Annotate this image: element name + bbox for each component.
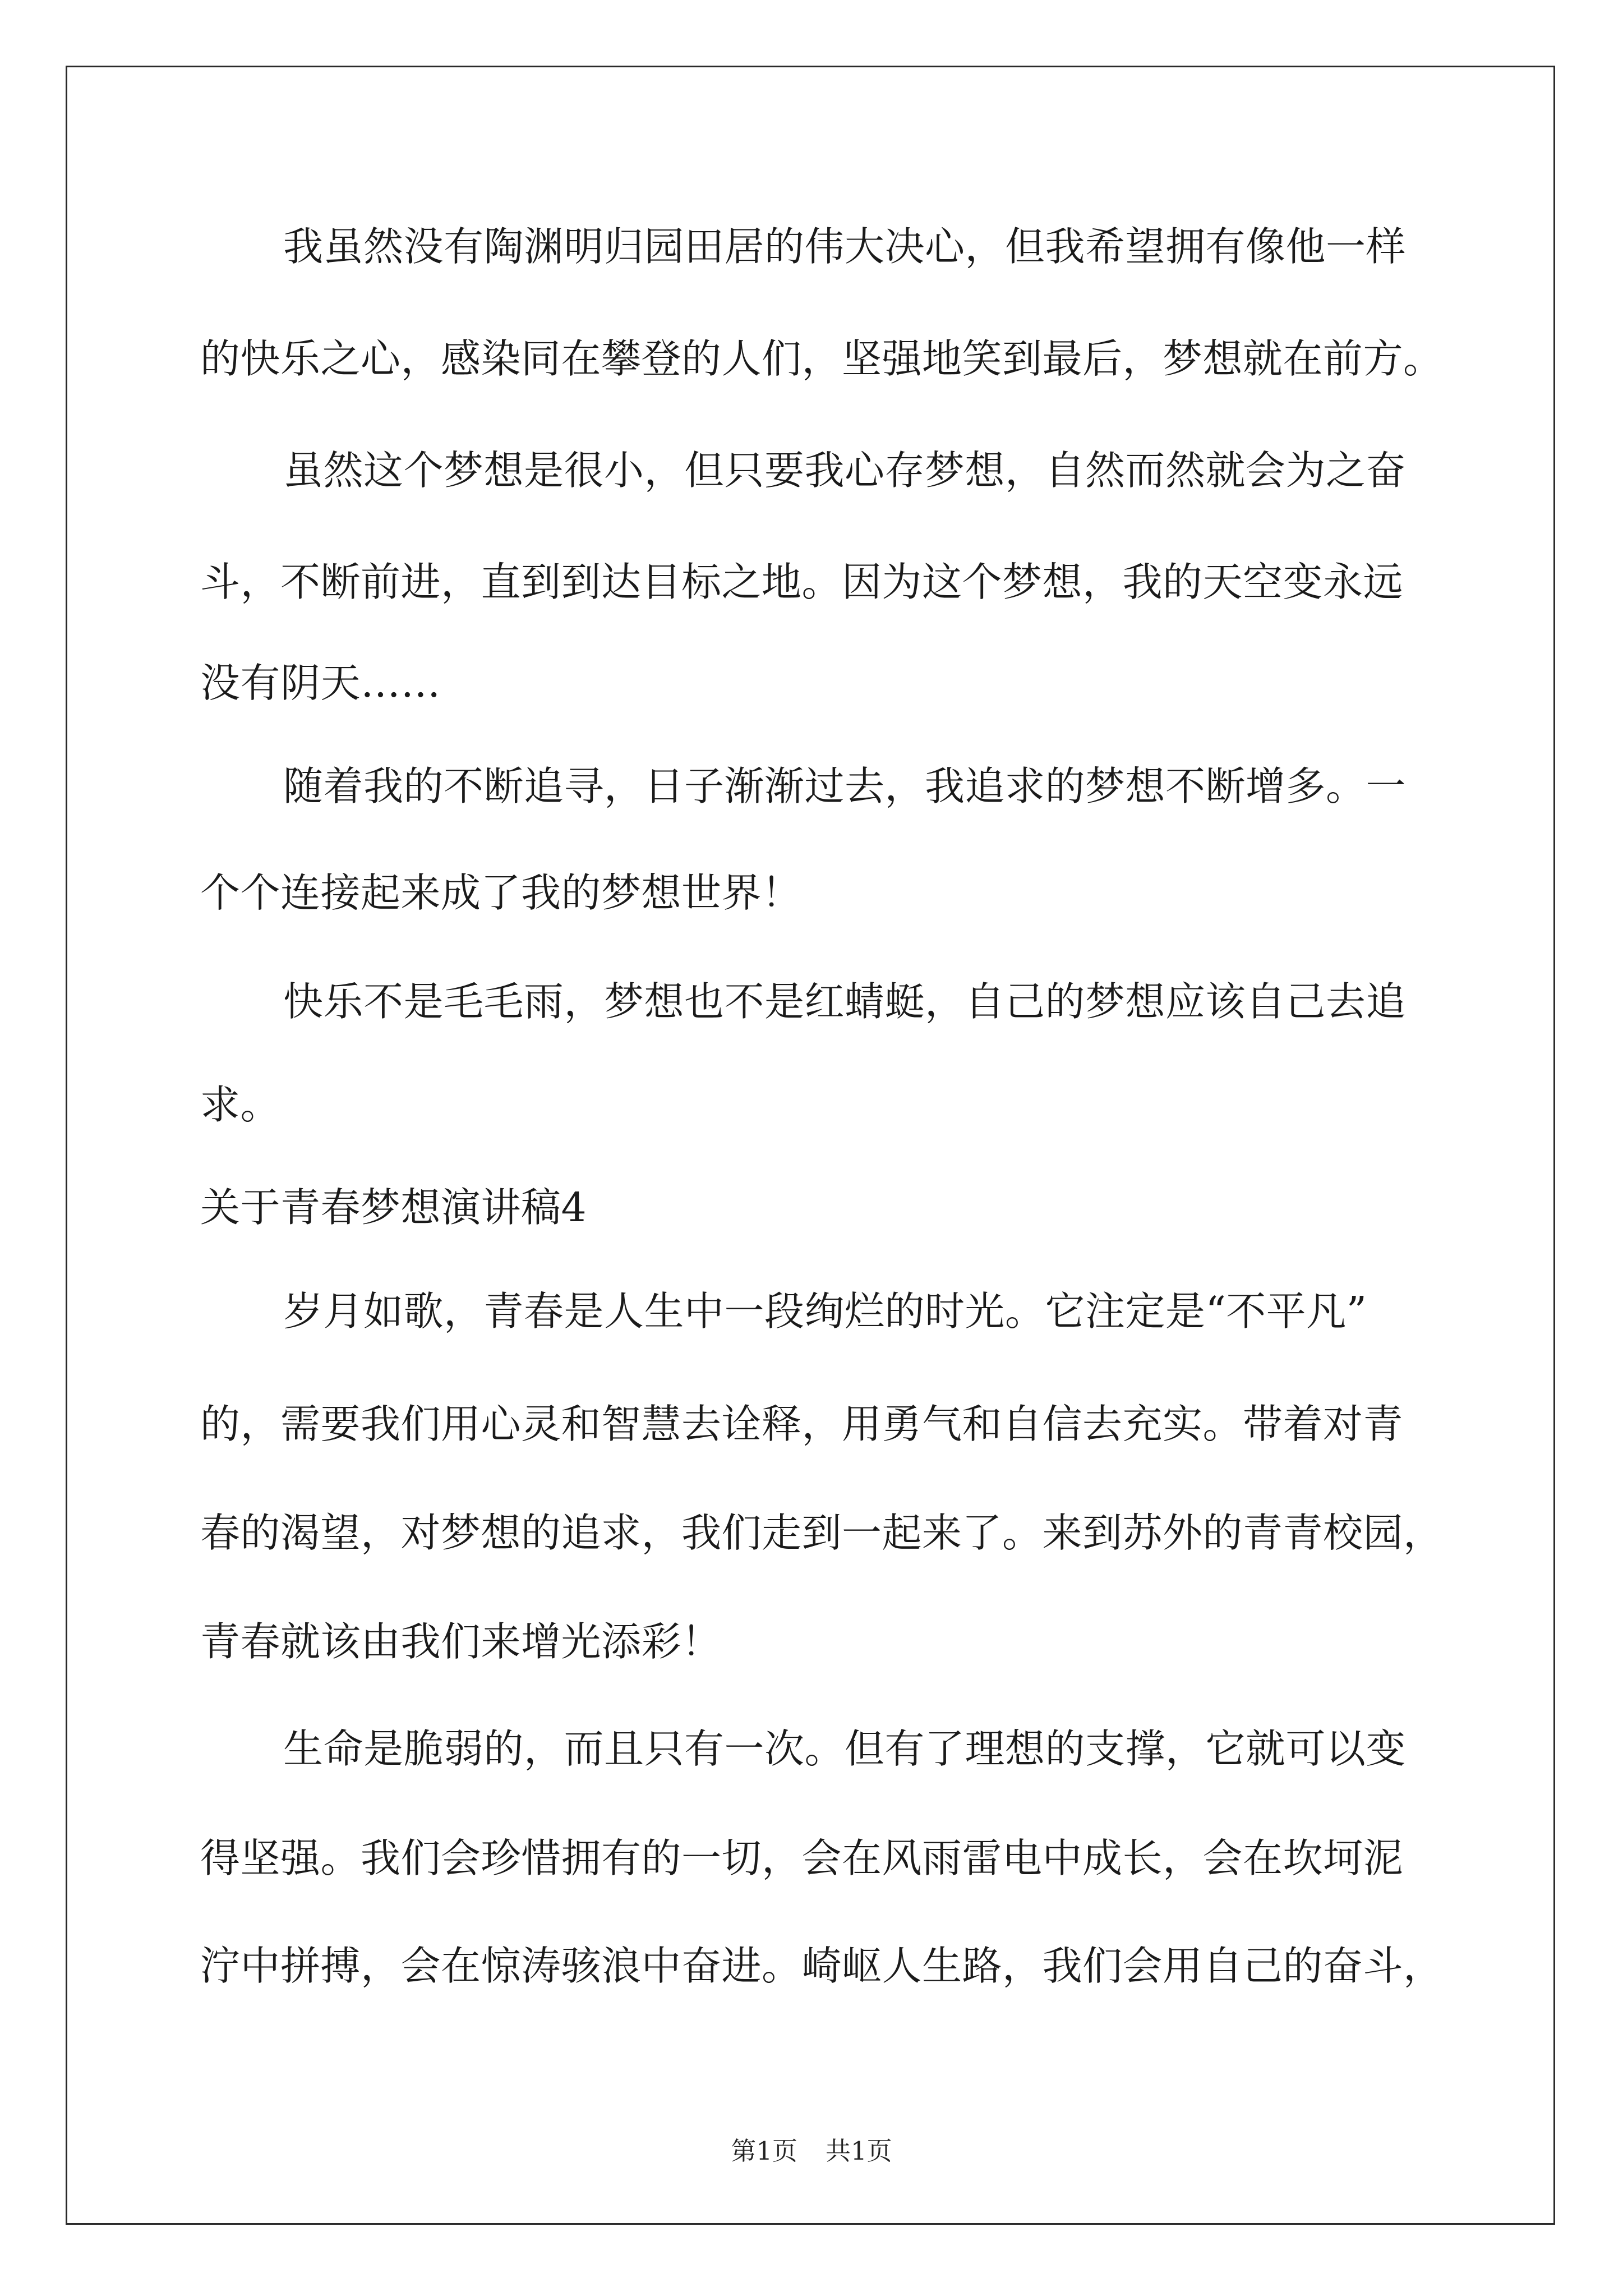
page-border: [66, 66, 1555, 2225]
page-number-current: 第1页: [731, 2136, 797, 2166]
text-line: 生命是脆弱的，而且只有一次。但有了理想的支撑，它就可以变: [283, 1726, 1407, 1772]
text-line: 斗，不断前进，直到到达目标之地。因为这个梦想，我的天空变永远: [200, 559, 1404, 605]
text-line: 虽然这个梦想是很小，但只要我心存梦想，自然而然就会为之奋: [283, 447, 1407, 494]
text-line: 求。: [200, 1082, 281, 1128]
text-line: 我虽然没有陶渊明归园田居的伟大决心，但我希望拥有像他一样: [283, 223, 1407, 270]
text-line: 的，需要我们用心灵和智慧去诠释，用勇气和自信去充实。带着对青: [200, 1401, 1404, 1447]
text-line: 青春就该由我们来增光添彩！: [200, 1618, 722, 1665]
text-line: 快乐不是毛毛雨，梦想也不是红蜻蜓，自己的梦想应该自己去追: [283, 978, 1407, 1025]
text-line: 泞中拼搏，会在惊涛骇浪中奋进。崎岖人生路，我们会用自己的奋斗，: [200, 1943, 1444, 1989]
text-line: 没有阴天……: [200, 660, 441, 706]
page-number-total: 共1页: [826, 2136, 892, 2166]
page-footer: [0, 2134, 1623, 2168]
text-line: 个个连接起来成了我的梦想世界！: [200, 869, 802, 916]
text-line: 春的渴望，对梦想的追求，我们走到一起来了。来到苏外的青青校园，: [200, 1510, 1444, 1556]
text-line: 随着我的不断追寻，日子渐渐过去，我追求的梦想不断增多。一: [283, 763, 1407, 809]
text-line: 岁月如歌，青春是人生中一段绚烂的时光。它注定是“不平凡”: [283, 1288, 1367, 1335]
text-line: 得坚强。我们会珍惜拥有的一切，会在风雨雷电中成长，会在坎坷泥: [200, 1835, 1404, 1881]
text-line: 的快乐之心，感染同在攀登的人们，坚强地笑到最后，梦想就在前方。: [200, 335, 1444, 382]
section-heading: 关于青春梦想演讲稿4: [200, 1184, 587, 1231]
